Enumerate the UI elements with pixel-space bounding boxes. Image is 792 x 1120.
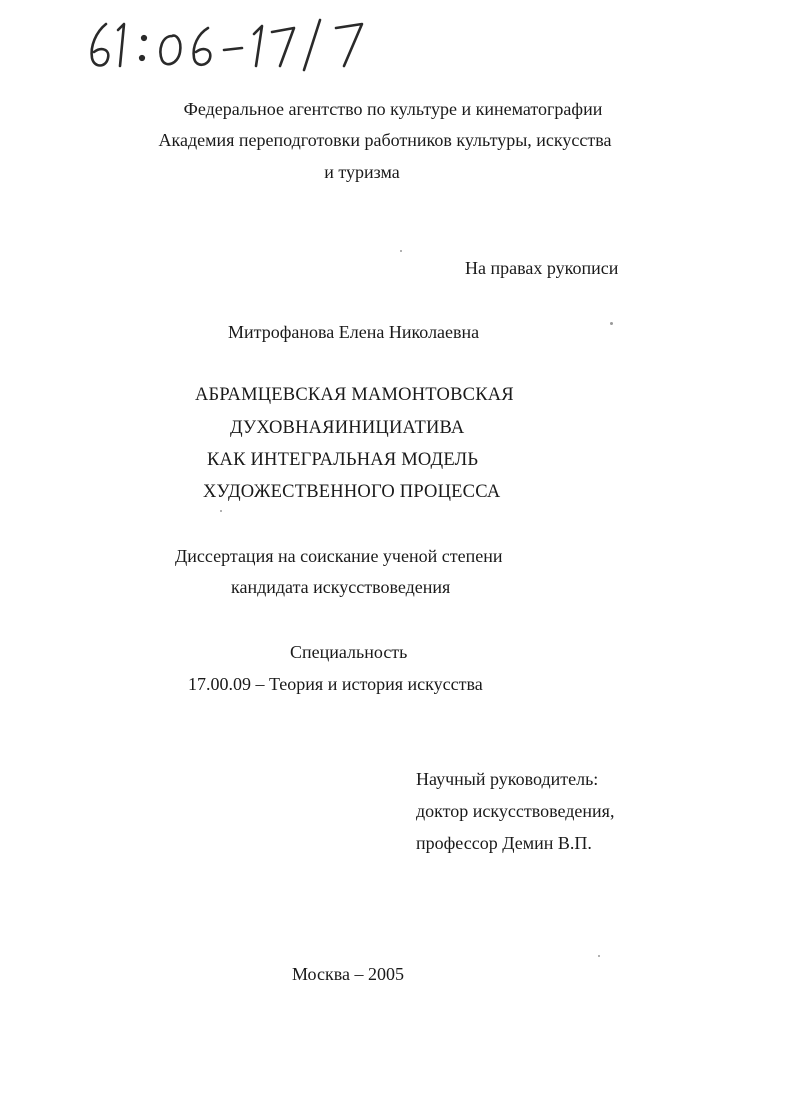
scan-speck xyxy=(610,322,613,325)
title-line-4: ХУДОЖЕСТВЕННОГО ПРОЦЕССА xyxy=(203,482,501,502)
supervisor-label: Научный руководитель: xyxy=(416,769,599,789)
supervisor-name: профессор Демин В.П. xyxy=(416,833,592,853)
title-line-1: АБРАМЦЕВСКАЯ МАМОНТОВСКАЯ xyxy=(195,385,514,405)
scan-speck xyxy=(220,510,222,512)
title-line-3: КАК ИНТЕГРАЛЬНАЯ МОДЕЛЬ xyxy=(207,450,479,470)
specialty-value: 17.00.09 – Теория и история искусства xyxy=(188,674,483,694)
author-name: Митрофанова Елена Николаевна xyxy=(228,322,480,342)
scan-speck xyxy=(598,955,600,957)
rights-note: На правах рукописи xyxy=(465,258,619,278)
org-line-3: и туризма xyxy=(324,162,400,182)
city-year: Москва – 2005 xyxy=(292,964,404,984)
degree-line-2: кандидата искусствоведения xyxy=(231,577,451,597)
specialty-label: Специальность xyxy=(290,642,408,662)
scan-speck xyxy=(400,250,402,252)
title-line-2: ДУХОВНАЯИНИЦИАТИВА xyxy=(230,418,465,438)
degree-line-1: Диссертация на соискание ученой степени xyxy=(175,546,503,566)
org-line-1: Федеральное агентство по культуре и кинематографии xyxy=(183,99,603,119)
org-line-2: Академия переподготовки работников культуры, искусства xyxy=(158,130,612,150)
handwritten-code xyxy=(84,14,384,74)
supervisor-degree: доктор искусствоведения, xyxy=(416,801,615,821)
